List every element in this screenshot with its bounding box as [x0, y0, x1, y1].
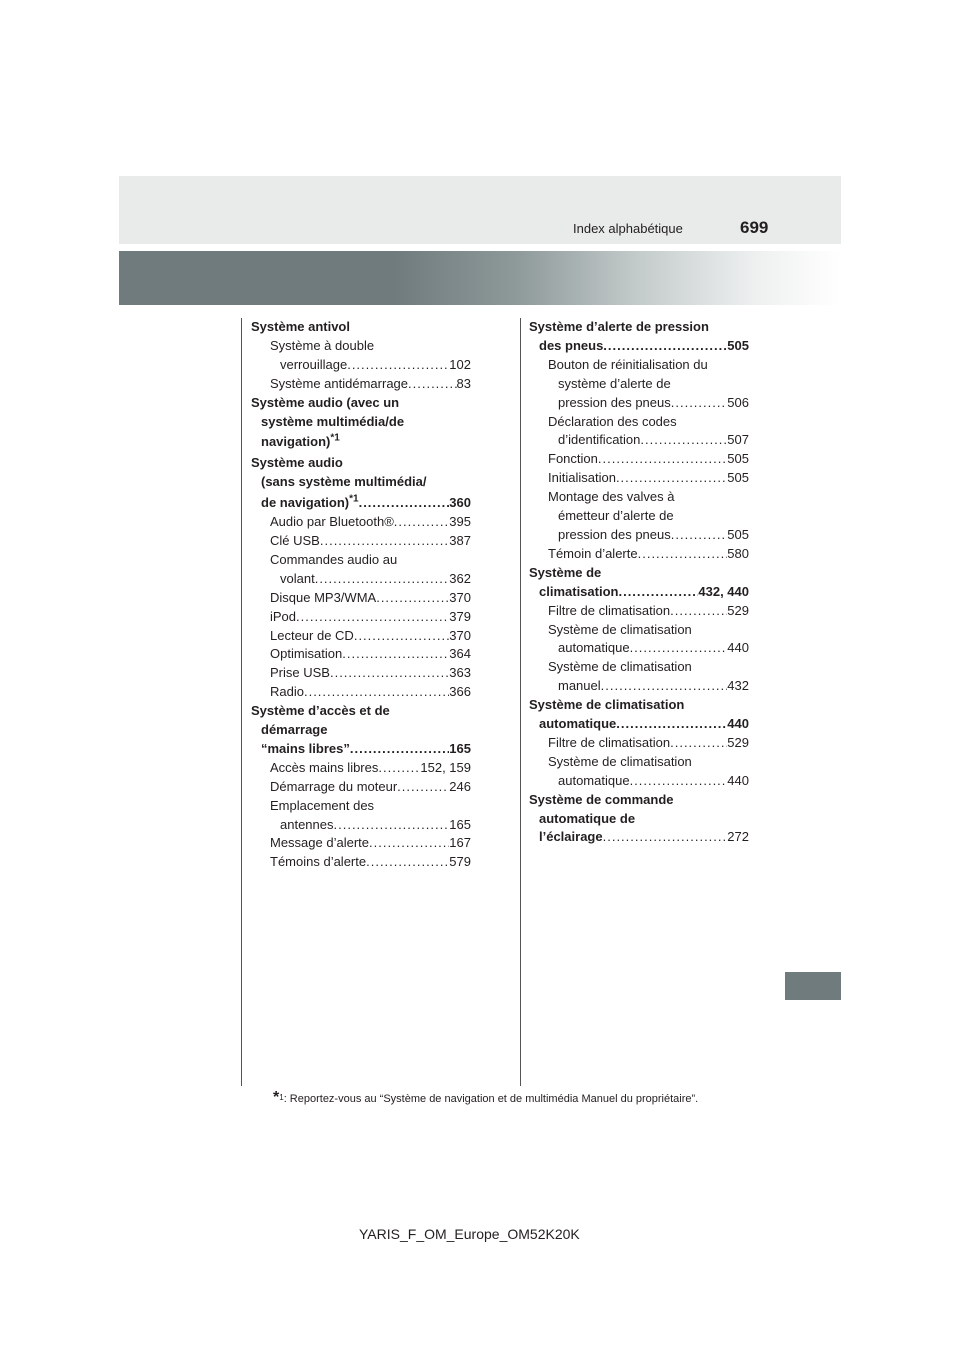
footnote-number: 1 [279, 1093, 284, 1102]
page-ref: 432, 440 [698, 583, 749, 599]
page-ref: 246 [449, 778, 471, 794]
index-entry: Système audio [251, 455, 343, 471]
footnote-mark: *1 [349, 493, 359, 505]
index-subentry: Emplacement des [270, 797, 375, 813]
index-subentry: Commandes audio au [270, 551, 398, 567]
index-subentry: Système de climatisation [548, 659, 692, 675]
index-entry-cont: automatique ..... 440 [539, 715, 749, 734]
index-subentry: Système antidémarrage ..... 83 [270, 375, 471, 394]
page-ref: 507 [727, 432, 749, 448]
index-entry-cont: climatisation ..... 432, 440 [539, 583, 749, 602]
index-subentry: Filtre de climatisation ..... 529 [548, 734, 749, 753]
index-entry-cont: automatique de [539, 810, 636, 826]
index-subentry: iPod ..... 379 [270, 608, 471, 627]
page-ref: 529 [727, 602, 749, 618]
index-entry-cont: “mains libres” ..... 165 [261, 740, 471, 759]
page-ref: 362 [449, 570, 471, 586]
page-ref: 363 [449, 665, 471, 681]
index-subentry: Système de climatisation [548, 621, 692, 637]
page-ref: 505 [727, 451, 749, 467]
page-ref: 505 [727, 470, 749, 486]
index-entry: Système audio (avec un [251, 394, 400, 410]
page-ref: 370 [449, 627, 471, 643]
index-subentry: Message d’alerte ..... 167 [270, 834, 471, 853]
index-subentry: manuel ..... 432 [558, 677, 749, 696]
index-subentry: Fonction ..... 505 [548, 450, 749, 469]
index-subentry: Lecteur de CD ..... 370 [270, 627, 471, 646]
index-subentry: Témoin d’alerte ..... 580 [548, 545, 749, 564]
index-subentry: Témoins d’alerte ..... 579 [270, 853, 471, 872]
index-entry-cont: l’éclairage ..... 272 [539, 828, 749, 847]
index-entry: Système de [529, 564, 602, 580]
header-gradient-bar [119, 251, 841, 305]
page-ref: 440 [727, 772, 749, 788]
index-subentry: Démarrage du moteur ..... 246 [270, 778, 471, 797]
index-entry: Système d’alerte de pression [529, 319, 709, 334]
page-ref: 432 [727, 678, 749, 694]
index-subentry: Prise USB ..... 363 [270, 664, 471, 683]
page-ref: 83 [456, 375, 471, 391]
page-number: 699 [740, 218, 769, 237]
header-band [119, 176, 841, 244]
index-subentry: Bouton de réinitialisation du [548, 356, 708, 372]
index-subentry: Système à double [270, 337, 375, 353]
page-ref: 440 [727, 640, 749, 656]
page-ref: 440 [727, 716, 749, 732]
index-entry-cont: (sans système multimédia/ [261, 474, 427, 490]
index-subentry: Initialisation ..... 505 [548, 469, 749, 488]
index-subentry: système d’alerte de [558, 375, 671, 391]
page-ref: 505 [727, 337, 749, 353]
page-ref: 165 [449, 816, 471, 832]
index-entry-cont: des pneus ..... 505 [539, 337, 749, 356]
index-subentry: Audio par Bluetooth® ..... 395 [270, 513, 471, 532]
page-ref: 395 [449, 514, 471, 530]
index-subentry: Disque MP3/WMA ..... 370 [270, 589, 471, 608]
index-subentry: Système de climatisation [548, 753, 692, 769]
index-entry: Système antivol [251, 319, 350, 334]
column-divider-middle [520, 318, 521, 1086]
index-subentry: d’identification ..... 507 [558, 431, 749, 450]
page-ref: 529 [727, 734, 749, 750]
index-subentry: Optimisation ..... 364 [270, 645, 471, 664]
page-ref: 579 [449, 854, 471, 870]
page-ref: 505 [727, 526, 749, 542]
page-ref: 167 [449, 835, 471, 851]
page-ref: 387 [449, 532, 471, 548]
index-entry: Système de commande [529, 791, 674, 807]
index-subentry: verrouillage ..... 102 [280, 356, 471, 375]
page-ref: 366 [449, 684, 471, 700]
index-entry-cont: navigation)$^{*1}$ [261, 433, 340, 450]
page-ref: 165 [449, 740, 471, 756]
index-subentry: Montage des valves à [548, 489, 675, 505]
index-entry-cont: démarrage [261, 722, 328, 738]
index-entry: Système d’accès et de [251, 703, 390, 719]
section-title: Index alphabétique [573, 221, 683, 236]
footnote-asterisk: * [273, 1089, 280, 1106]
index-subentry: pression des pneus ..... 506 [558, 394, 749, 413]
page-ref: 272 [727, 829, 749, 845]
index-subentry: volant ..... 362 [280, 570, 471, 589]
document-code: YARIS_F_OM_Europe_OM52K20K [359, 1226, 580, 1242]
page-ref: 370 [449, 589, 471, 605]
page-ref: 102 [449, 356, 471, 372]
chapter-tab [785, 972, 841, 1000]
footnote-mark: *1 [330, 433, 340, 445]
index-subentry: Radio ..... 366 [270, 683, 471, 702]
page-ref: 506 [727, 394, 749, 410]
page-ref: 364 [449, 646, 471, 662]
index-subentry: antennes ..... 165 [280, 816, 471, 835]
page-ref: 152, 159 [420, 759, 471, 775]
index-entry-cont: de navigation)$^{*1}$ ..... 360 [261, 494, 471, 513]
index-subentry: Clé USB ..... 387 [270, 532, 471, 551]
page-ref: 379 [449, 608, 471, 624]
index-column-right [529, 318, 749, 847]
index-subentry: Déclaration des codes [548, 413, 677, 429]
index-subentry: automatique ..... 440 [558, 772, 749, 791]
index-column-left [251, 318, 471, 872]
index-subentry: automatique ..... 440 [558, 639, 749, 658]
index-subentry: Accès mains libres ..... 152, 159 [270, 759, 471, 778]
column-divider-left [241, 318, 242, 1086]
footnote-text: : Reportez-vous au “Système de navigation et de multimédia Manuel du propriétaire”. [283, 1093, 699, 1105]
page-ref: 360 [449, 495, 471, 511]
index-entry-cont: système multimédia/de [261, 413, 405, 429]
page-ref: 580 [727, 545, 749, 561]
index-subentry: émetteur d’alerte de [558, 508, 674, 524]
index-subentry: Filtre de climatisation ..... 529 [548, 602, 749, 621]
index-entry: Système de climatisation [529, 697, 685, 713]
footnote [273, 1089, 698, 1107]
index-subentry: pression des pneus ..... 505 [558, 526, 749, 545]
